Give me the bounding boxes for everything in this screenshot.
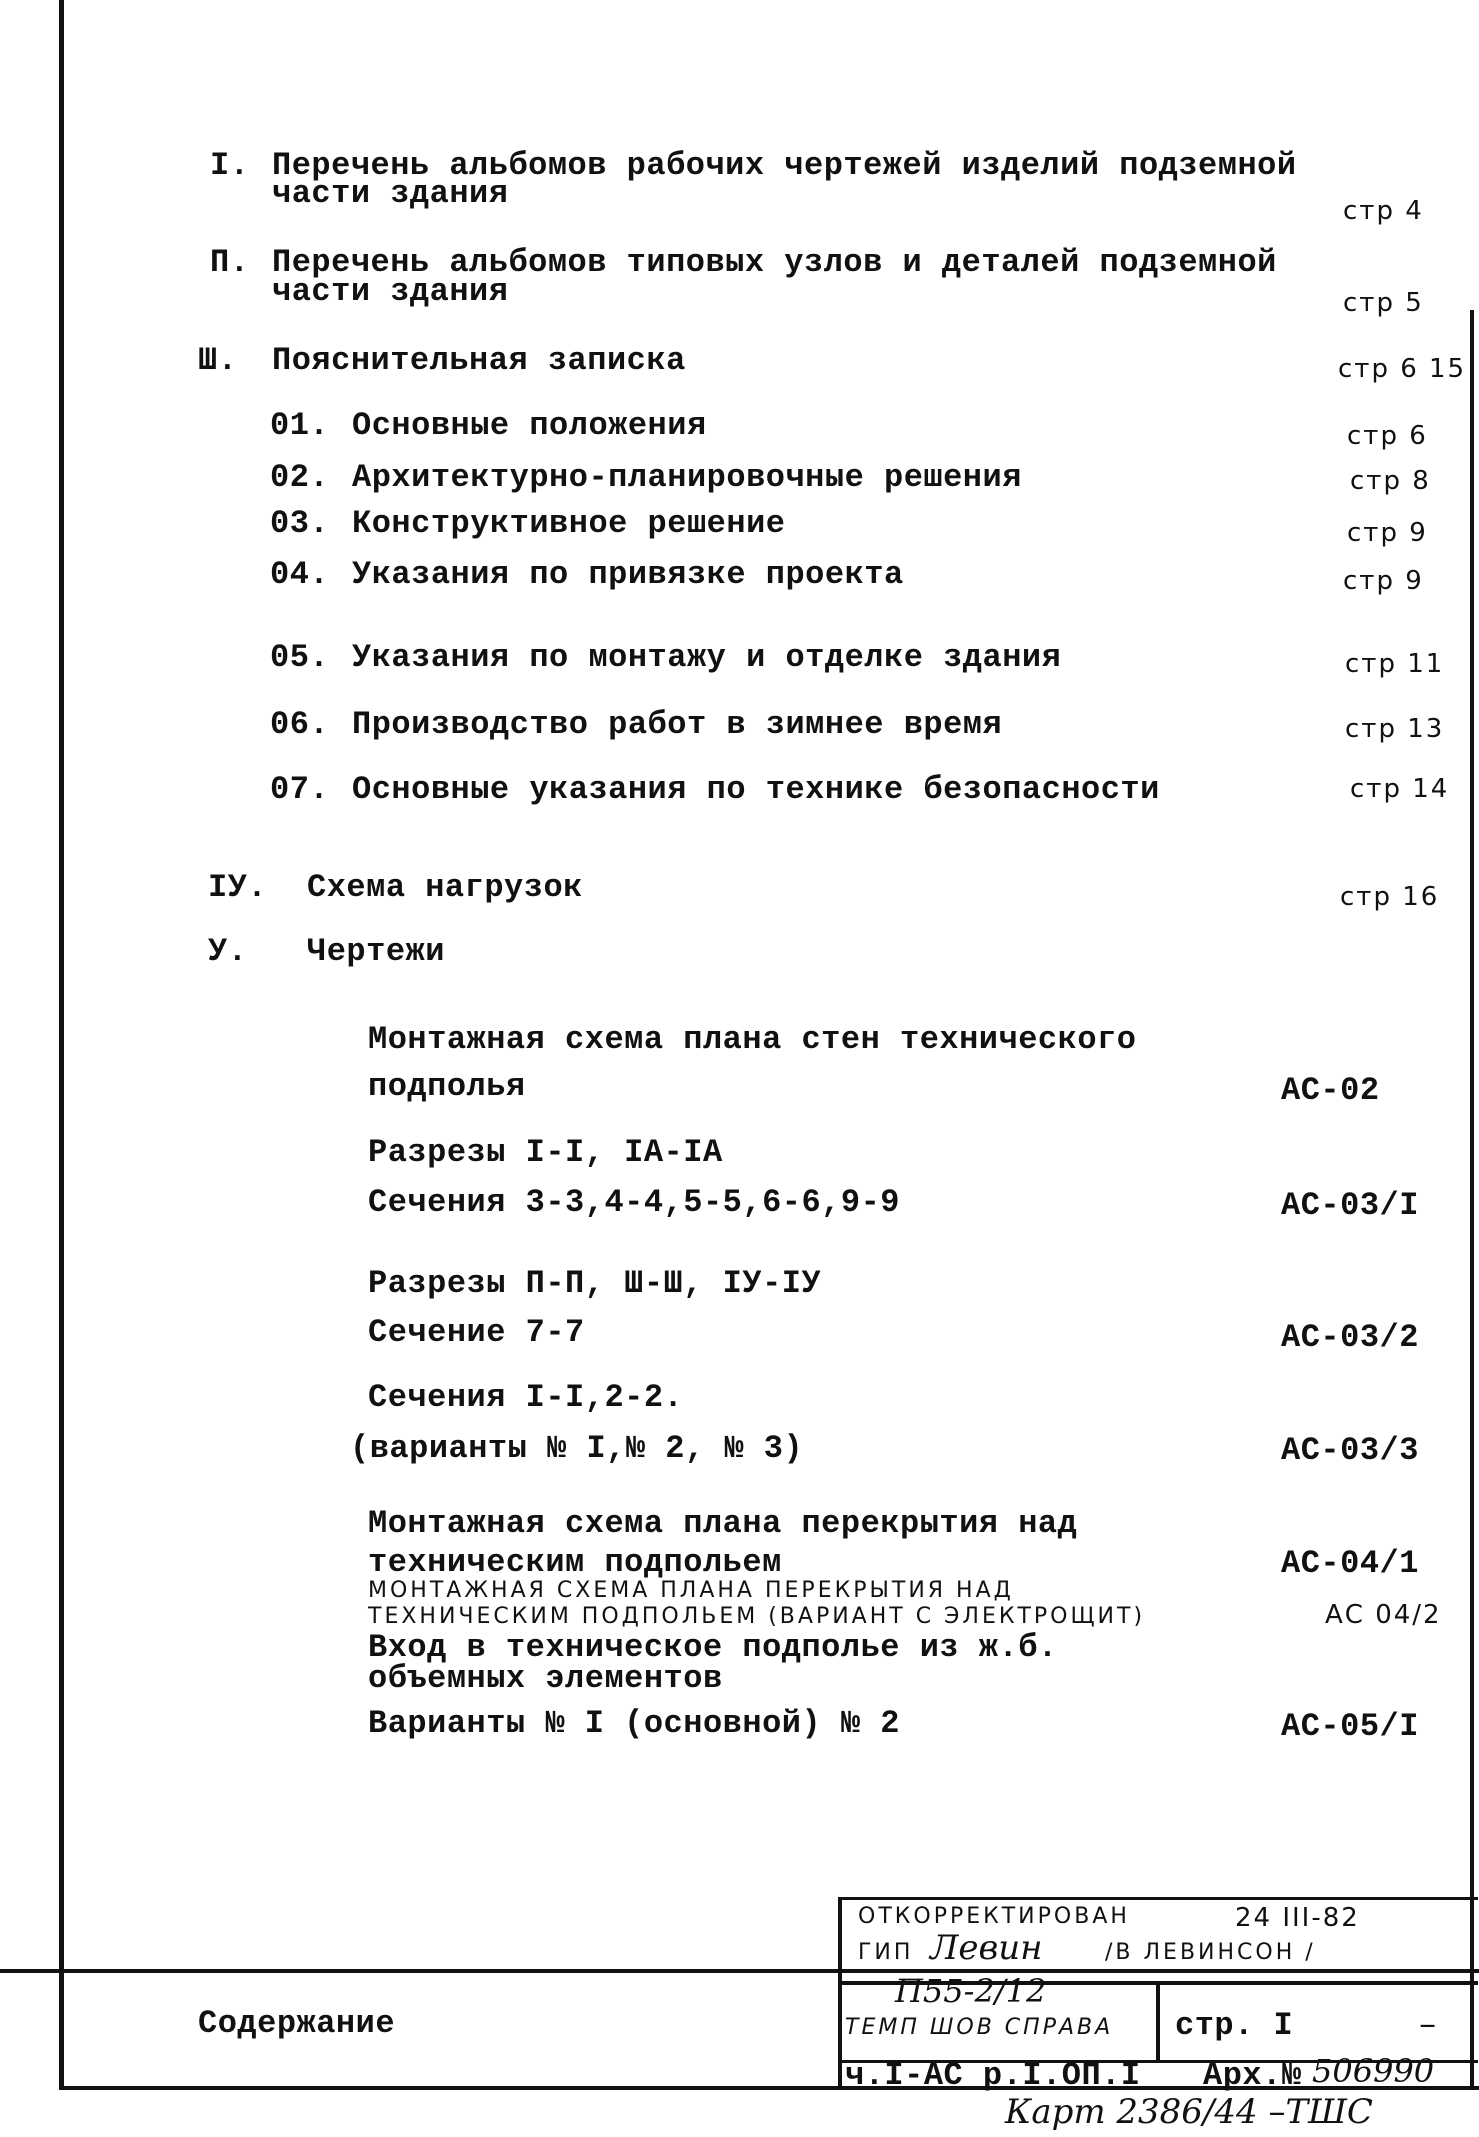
handwritten-note: Карт 2386/44 –ТШС [1005, 2092, 1373, 2132]
toc-text: части здания [272, 175, 509, 212]
stamp-vertical-line [1156, 1983, 1160, 2063]
toc-page: стр 4 [1343, 196, 1424, 226]
toc-text: Конструктивное решение [352, 505, 786, 542]
drawing-code: АС-02 [1281, 1072, 1380, 1109]
toc-page: стр 6 [1347, 421, 1428, 451]
frame-right-border [1470, 310, 1474, 2090]
toc-text: части здания [272, 273, 509, 310]
toc-num: 07. [270, 771, 330, 808]
drawing-title: техническим подпольем [368, 1544, 782, 1581]
drawing-code: АС-03/I [1281, 1187, 1419, 1224]
toc-page: стр 14 [1350, 774, 1450, 804]
toc-num: 05. [270, 639, 330, 676]
toc-page: стр 9 [1347, 518, 1428, 548]
drawing-code: АС 04/2 [1325, 1600, 1442, 1630]
toc-num: Ш. [198, 342, 238, 379]
stamp-gip-name: /В ЛЕВИНСОН / [1105, 1940, 1316, 1965]
toc-num: 04. [270, 556, 330, 593]
drawing-title: Монтажная схема плана перекрытия над [368, 1505, 1078, 1542]
toc-text: Указания по привязке проекта [352, 556, 904, 593]
drawing-title: Разрезы I-I, IA-IA [368, 1134, 723, 1171]
project-number: П55-2/12 [895, 1972, 1047, 2010]
toc-text: Чертежи [307, 933, 445, 970]
drawing-title-handwritten: ТЕХНИЧЕСКИМ ПОДПОЛЬЕМ (ВАРИАНТ С ЭЛЕКТРОЩИТ) [368, 1604, 1146, 1629]
toc-page: стр 13 [1345, 714, 1445, 744]
drawing-title: Варианты № I (основной) № 2 [368, 1705, 900, 1742]
archive-number: 506990 [1312, 2052, 1435, 2090]
toc-page: стр 9 [1343, 566, 1424, 596]
toc-text: Производство работ в зимнее время [352, 706, 1003, 743]
drawing-title: Вход в техническое подполье из ж.б. [368, 1629, 1058, 1666]
toc-text: Архитектурно-планировочные решения [352, 459, 1022, 496]
toc-num: I. [210, 147, 250, 184]
toc-text: Указания по монтажу и отделке здания [352, 639, 1062, 676]
drawing-code: АС-03/3 [1281, 1432, 1419, 1469]
drawing-title: Сечения 3-3,4-4,5-5,6-6,9-9 [368, 1184, 900, 1221]
toc-text: Пояснительная записка [272, 342, 686, 379]
stamp-date: 24 III-82 [1235, 1903, 1360, 1933]
toc-page: стр 6 15 [1338, 354, 1467, 384]
frame-title-line [0, 1969, 1479, 1973]
toc-page: стр 8 [1350, 466, 1431, 496]
toc-text: Перечень альбомов типовых узлов и деталей подземной [272, 244, 1277, 281]
drawing-title: Разрезы П-П, Ш-Ш, IУ-IУ [368, 1265, 822, 1302]
drawing-code: АС-04/1 [1281, 1545, 1419, 1582]
toc-num: У. [208, 933, 248, 970]
drawing-title: Сечение 7-7 [368, 1314, 585, 1351]
page-label: стр. I [1175, 2007, 1294, 2044]
toc-text: Схема нагрузок [307, 869, 583, 906]
drawing-code: АС-05/I [1281, 1708, 1419, 1745]
template-label: ТЕМП ШОВ СПРАВА [845, 2015, 1114, 2040]
toc-num: IУ. [208, 869, 268, 906]
toc-text: Основные положения [352, 407, 707, 444]
toc-page: стр 16 [1340, 882, 1440, 912]
stamp-gip-label: ГИП [858, 1940, 914, 1965]
toc-num: П. [210, 244, 250, 281]
toc-page: стр 5 [1343, 288, 1424, 318]
archive-label: Арх.№ [1203, 2057, 1302, 2094]
frame-left-border [59, 0, 64, 2090]
stamp-corrected: ОТКОРРЕКТИРОВАН [858, 1904, 1130, 1929]
drawing-title: Сечения I-I,2-2. [368, 1379, 684, 1416]
stamp-left-line [838, 1897, 842, 2087]
signature: Левин [930, 1928, 1043, 1968]
toc-text: Основные указания по технике безопасности [352, 771, 1160, 808]
toc-text: Перечень альбомов рабочих чертежей изделий подземной [272, 147, 1297, 184]
drawing-title: подполья [368, 1068, 526, 1105]
sheet-title: Содержание [198, 2005, 396, 2042]
toc-page: стр 11 [1345, 649, 1445, 679]
stamp-top-line [838, 1897, 1478, 1900]
part-label: ч.I-АС р.I.ОП.I [845, 2057, 1141, 2094]
toc-num: 01. [270, 407, 330, 444]
drawing-title: объемных элементов [368, 1660, 723, 1697]
toc-num: 02. [270, 459, 330, 496]
drawing-title: Монтажная схема плана стен технического [368, 1021, 1137, 1058]
drawing-title: (варианты № I,№ 2, № 3) [350, 1430, 804, 1467]
drawing-title-handwritten: МОНТАЖНАЯ СХЕМА ПЛАНА ПЕРЕКРЫТИЯ НАД [368, 1578, 1014, 1603]
toc-num: 03. [270, 505, 330, 542]
drawing-code: АС-03/2 [1281, 1319, 1419, 1356]
toc-num: 06. [270, 706, 330, 743]
page-dash: – [1418, 2007, 1438, 2044]
